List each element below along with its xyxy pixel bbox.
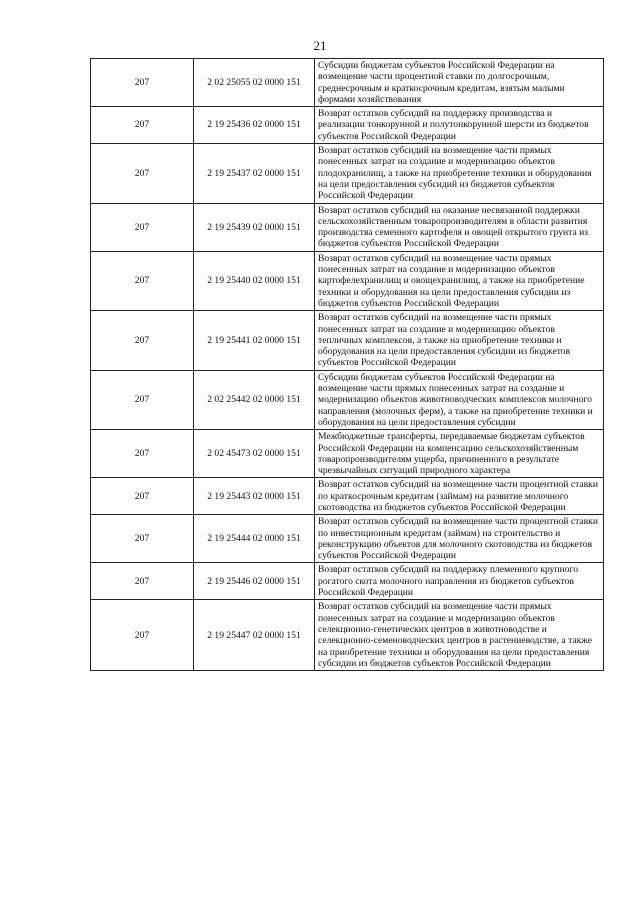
page-number: 21 [313,38,327,53]
budget-code-cell: 2 19 25447 02 0000 151 [194,600,315,671]
description-cell: Возврат остатков субсидий на возмещение части процентной ставки по инвестиционным кредитам (займам) на строительство и реконструкцию объектов для молочного скотоводства из бюджетов субъектов Российской Федерации [315,515,604,563]
description-cell: Возврат остатков субсидий на оказание несвязанной поддержки сельскохозяйственным товаропроизводителям в области развития производства семенного картофеля и овощей открытого грунта из бюджетов субъектов Российской Федерации [315,203,604,251]
budget-code-cell: 2 19 25446 02 0000 151 [194,563,315,600]
admin-code-cell: 207 [91,563,194,600]
table-row [91,107,604,144]
admin-code-cell: 207 [91,515,194,563]
budget-code-cell: 2 02 45473 02 0000 151 [194,430,315,478]
table-row [91,370,604,429]
budget-code-cell: 2 02 25055 02 0000 151 [194,59,315,107]
table-row [91,563,604,600]
admin-code-cell: 207 [91,251,194,310]
description-cell: Субсидии бюджетам субъектов Российской Федерации на возмещение части прямых понесенных затрат на создание и модернизацию объектов животноводческих комплексов молочного направления (молочных ферм), а также на приобретение техники и оборудования на цели предоставления субсидии [315,370,604,429]
description-cell: Возврат остатков субсидий на возмещение части прямых понесенных затрат на создание и модернизацию объектов плодохранилищ, а также на приобретение техники и оборудования на цели предоставления субсидий из бюджетов субъектов Российской Федерации [315,144,604,203]
budget-code-cell: 2 19 25441 02 0000 151 [194,311,315,370]
table-row [91,311,604,370]
description-cell: Возврат остатков субсидий на поддержку племенного крупного рогатого скота молочного направления из бюджетов субъектов Российской Федерации [315,563,604,600]
budget-code-cell: 2 19 25440 02 0000 151 [194,251,315,310]
admin-code-cell: 207 [91,430,194,478]
description-cell: Возврат остатков субсидий на возмещение части прямых понесенных затрат на создание и модернизацию объектов селекционно-генетических центров в животноводстве и селекционно-семеноводческих центров в растениеводстве, а также на приобретение техники и оборудования на цели предоставления субсидии из бюджетов субъектов Российской Федерации [315,600,604,671]
budget-code-cell: 2 19 25436 02 0000 151 [194,107,315,144]
budget-code-cell: 2 19 25443 02 0000 151 [194,478,315,515]
description-cell: Межбюджетные трансферты, передаваемые бюджетам субъектов Российской Федерации на компенсацию сельскохозяйственным товаропроизводителям ущерба, причиненного в результате чрезвычайных ситуаций природного характера [315,430,604,478]
description-cell: Возврат остатков субсидий на возмещение части прямых понесенных затрат на создание и модернизацию объектов картофелехранилищ и овощехранилищ, а также на приобретение техники и оборудования на цели предоставления субсидии из бюджетов субъектов Российской Федерации [315,251,604,310]
description-cell: Возврат остатков субсидий на возмещение части процентной ставки по краткосрочным кредитам (займам) на развитие молочного скотоводства из бюджетов субъектов Российской Федерации [315,478,604,515]
admin-code-cell: 207 [91,600,194,671]
budget-codes-table [90,58,604,671]
budget-code-cell: 2 02 25442 02 0000 151 [194,370,315,429]
table-row [91,515,604,563]
table-row [91,478,604,515]
description-cell: Возврат остатков субсидий на возмещение части прямых понесенных затрат на создание и модернизацию объектов тепличных комплексов, а также на приобретение техники и оборудования на цели предоставления субсидии из бюджетов субъектов Российской Федерации [315,311,604,370]
admin-code-cell: 207 [91,203,194,251]
budget-code-cell: 2 19 25439 02 0000 151 [194,203,315,251]
table-row [91,144,604,203]
budget-code-cell: 2 19 25444 02 0000 151 [194,515,315,563]
admin-code-cell: 207 [91,311,194,370]
admin-code-cell: 207 [91,107,194,144]
admin-code-cell: 207 [91,144,194,203]
table-row [91,430,604,478]
description-cell: Возврат остатков субсидий на поддержку производства и реализации тонкорунной и полутонкорунной шерсти из бюджетов субъектов Российской Федерации [315,107,604,144]
budget-code-cell: 2 19 25437 02 0000 151 [194,144,315,203]
admin-code-cell: 207 [91,370,194,429]
table-row [91,59,604,107]
table-row [91,203,604,251]
table-body [91,59,604,671]
admin-code-cell: 207 [91,59,194,107]
table-row [91,600,604,671]
admin-code-cell: 207 [91,478,194,515]
table-row [91,251,604,310]
description-cell: Субсидии бюджетам субъектов Российской Федерации на возмещение части процентной ставки по долгосрочным, среднесрочным и краткосрочным кредитам, взятым малыми формами хозяйствования [315,59,604,107]
